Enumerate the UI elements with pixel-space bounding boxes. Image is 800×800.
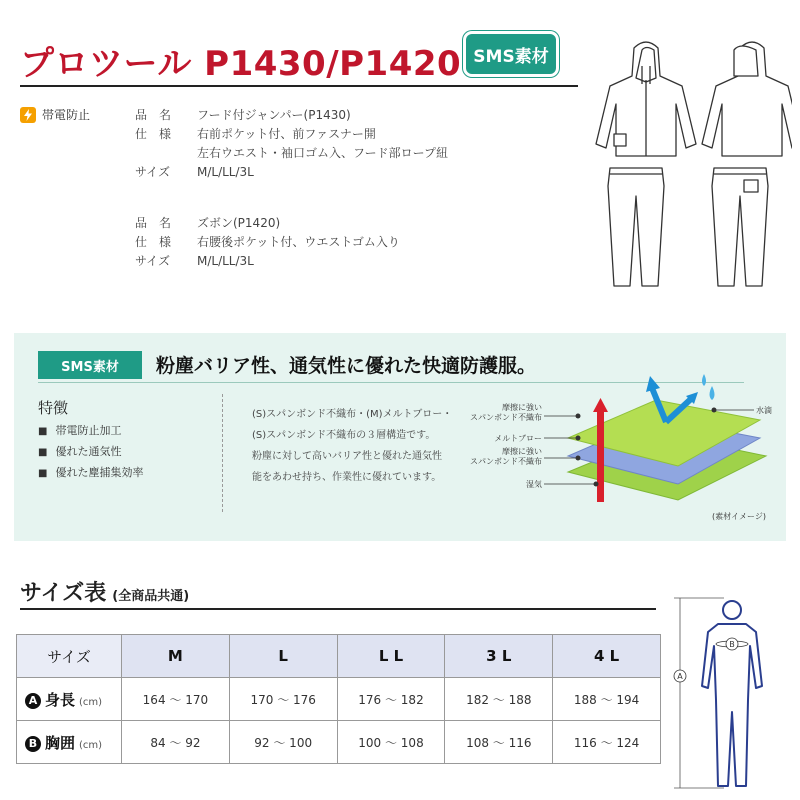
spec-key: 品 名: [135, 108, 172, 122]
mark-a-icon: A: [25, 693, 41, 709]
desc-line: 粉塵に対して高いバリア性と優れた通気性: [252, 451, 442, 462]
antistatic-text: 帯電防止: [42, 108, 91, 122]
layer1-label-a: 摩擦に強い: [502, 403, 542, 412]
desc-line: (S)スパンボンド不織布の３層構造です。: [252, 430, 436, 441]
body-measurement-figure: [666, 590, 790, 795]
height-row-header: A 身長 (cm): [17, 678, 122, 721]
spec-key: 仕 様: [135, 235, 172, 249]
desc-line: (S)スパンボンド不織布・(M)メルトブロー・: [252, 409, 453, 420]
jacket-sizes: M/L/LL/3L: [197, 165, 254, 179]
title-divider: [20, 85, 578, 87]
chest-row-header: B 胸囲 (cm): [17, 721, 122, 764]
lightning-icon: [20, 107, 36, 123]
water-drop-icon: [702, 374, 706, 386]
moisture-arrow: [597, 410, 604, 502]
water-drop-icon: [710, 386, 715, 400]
layer3-label-b: スパンボンド不織布: [470, 457, 542, 466]
pants-name: ズボン(P1420): [197, 216, 281, 230]
jacket-name: フード付ジャンパー(P1430): [197, 108, 351, 122]
figure-mark-b: B: [729, 640, 735, 649]
pants-front-drawing: [608, 168, 664, 286]
feature-item: ■ 帯電防止加工: [38, 421, 143, 442]
mark-b-icon: B: [25, 736, 41, 752]
height-cell: 170 ～ 176: [229, 678, 337, 721]
jacket-front-drawing: [596, 42, 696, 156]
height-cell: 176 ～ 182: [337, 678, 445, 721]
antistatic-label: [20, 106, 90, 123]
pants-back-drawing: [712, 168, 768, 286]
chest-cell: 84 ～ 92: [122, 721, 230, 764]
size-table-subtitle: (全商品共通): [112, 589, 190, 604]
jacket-back-drawing: [702, 42, 792, 156]
size-column-header: 3 L: [445, 635, 553, 678]
sms-description: [252, 404, 452, 488]
moisture-label: 湿気: [526, 480, 542, 489]
table-row: [17, 721, 661, 764]
size-table-title: サイズ表 (全商品共通): [20, 581, 190, 606]
layer1-label-b: スパンボンド不織布: [470, 413, 542, 422]
pants-spec: [135, 214, 400, 271]
size-column-header: L L: [337, 635, 445, 678]
spec-key: 品 名: [135, 216, 172, 230]
garment-illustration: [592, 36, 792, 292]
chest-cell: 108 ～ 116: [445, 721, 553, 764]
height-cell: 182 ～ 188: [445, 678, 553, 721]
size-table-divider: [20, 608, 656, 610]
sms-material-badge: SMS素材: [466, 34, 556, 74]
pants-sizes: M/L/LL/3L: [197, 254, 254, 268]
chest-cell: 92 ～ 100: [229, 721, 337, 764]
sms-section-badge: SMS素材: [38, 351, 142, 379]
page-title: プロツール P1430/P1420: [20, 44, 462, 84]
sms-headline: 粉塵バリア性、通気性に優れた快適防護服。: [156, 355, 537, 377]
feature-item: ■ 優れた通気性: [38, 442, 143, 463]
figure-mark-a: A: [677, 672, 683, 681]
jacket-spec-2: 左右ウエスト・袖口ゴム入、フード部ロープ紐: [197, 146, 449, 160]
features-title: 特徴: [38, 399, 69, 417]
dotted-separator: [222, 394, 223, 512]
layer3-label-a: 摩擦に強い: [502, 447, 542, 456]
size-header-row: [17, 635, 661, 678]
material-image-caption: (素材イメージ): [711, 512, 766, 521]
chest-cell: 116 ～ 124: [553, 721, 661, 764]
features-list: [38, 421, 143, 484]
size-column-header: L: [229, 635, 337, 678]
desc-line: 能をあわせ持ち、作業性に優れています。: [252, 472, 442, 483]
layer2-label: メルトブロー: [494, 434, 542, 443]
size-table: [16, 634, 661, 764]
jacket-spec: [135, 106, 448, 182]
human-silhouette: [702, 601, 762, 786]
spec-key: サイズ: [135, 254, 171, 268]
size-header-label: サイズ: [17, 635, 122, 678]
jacket-spec-1: 右前ポケット付、前ファスナー開: [197, 127, 376, 141]
size-column-header: 4 L: [553, 635, 661, 678]
spec-key: サイズ: [135, 165, 171, 179]
height-cell: 164 ～ 170: [122, 678, 230, 721]
chest-cell: 100 ～ 108: [337, 721, 445, 764]
table-row: [17, 678, 661, 721]
feature-item: ■ 優れた塵捕集効率: [38, 463, 143, 484]
spec-key: 仕 様: [135, 127, 172, 141]
pants-spec-1: 右腰後ポケット付、ウエストゴム入り: [197, 235, 400, 249]
size-column-header: M: [122, 635, 230, 678]
material-layer-diagram: [460, 360, 780, 528]
water-label: 水滴: [756, 406, 772, 415]
height-cell: 188 ～ 194: [553, 678, 661, 721]
